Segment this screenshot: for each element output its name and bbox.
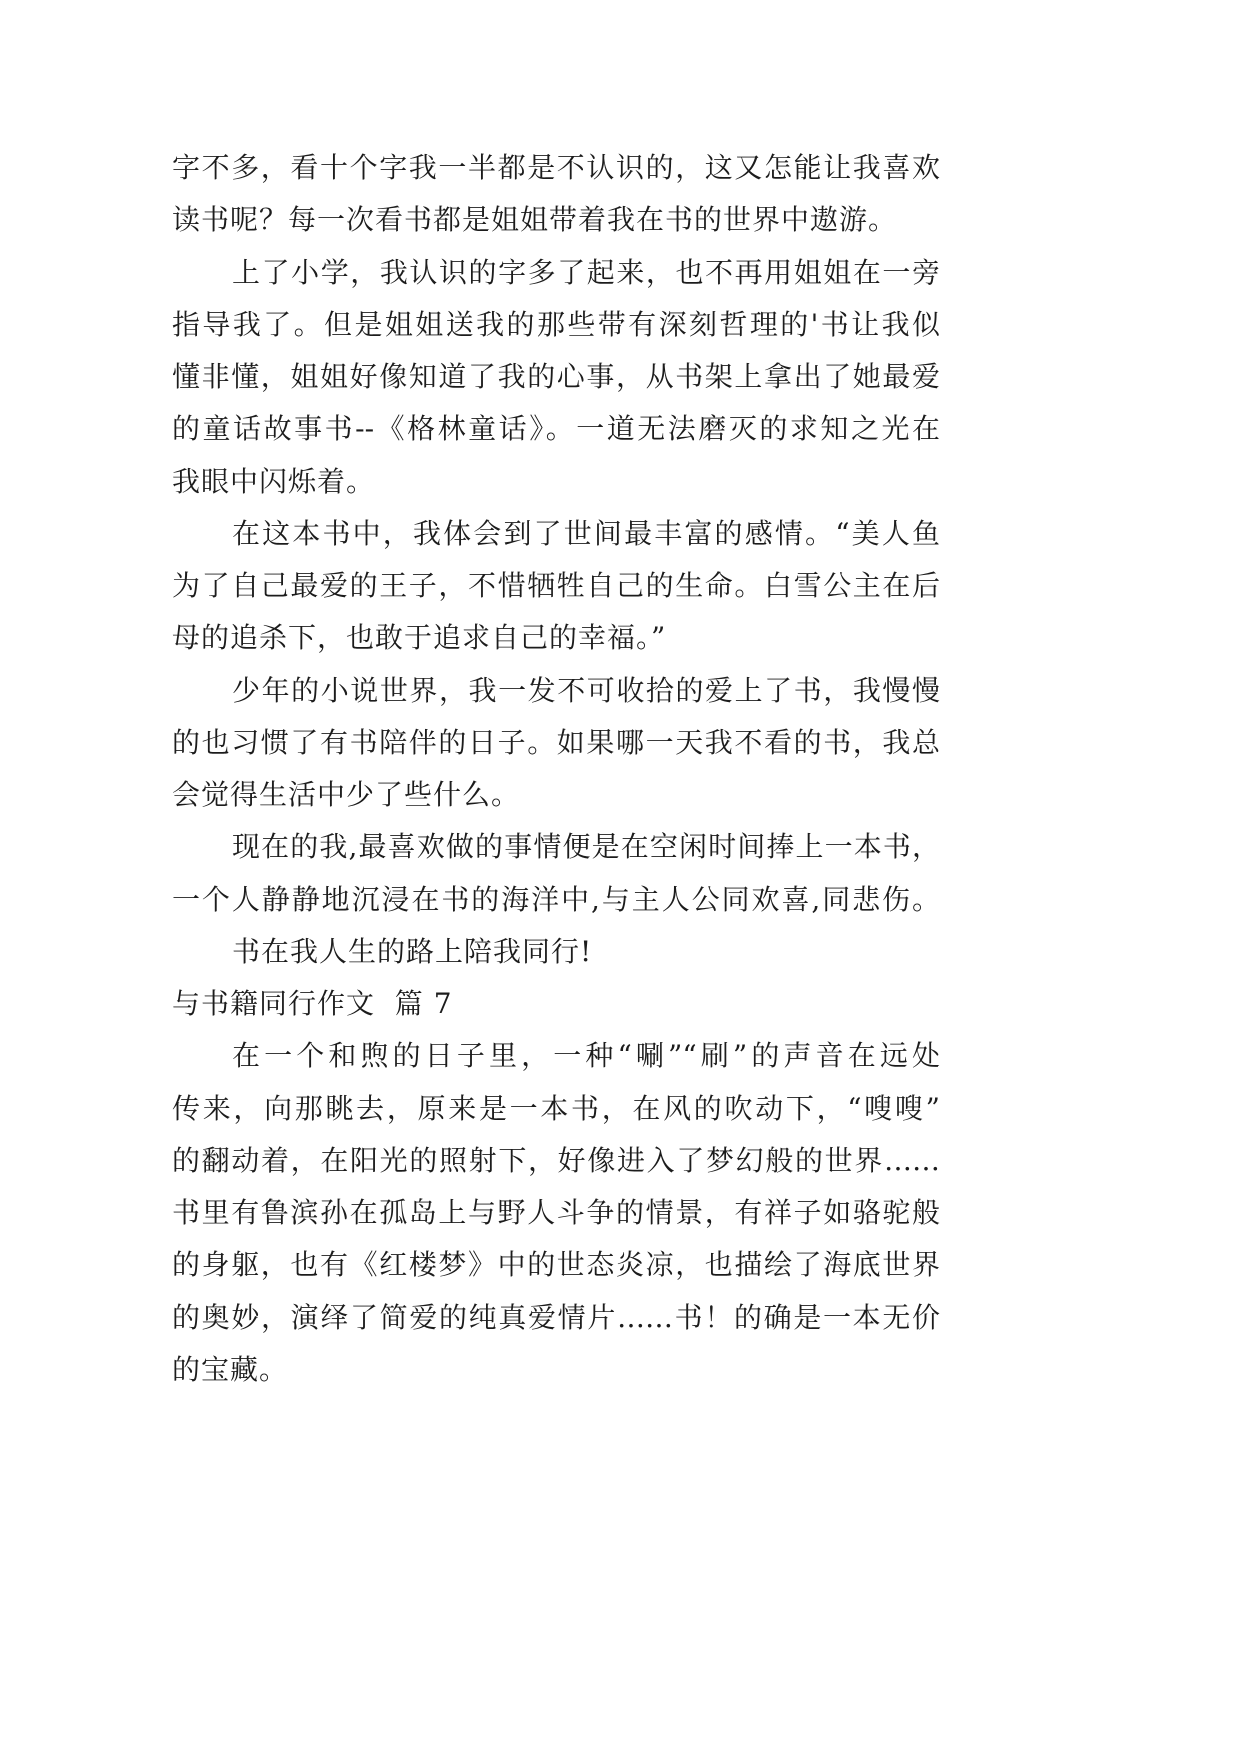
text-line: 会觉得生活中少了些什么。 <box>172 778 521 811</box>
text-line: 的童话故事书--《格林童话》。一道无法磨灭的求知之光在 <box>172 412 940 446</box>
text-line: 在一个和煦的日子里，一种“唰”“刷”的声音在远处 <box>232 1039 940 1073</box>
text-line: 现在的我,最喜欢做的事情便是在空闲时间捧上一本书， <box>232 830 940 864</box>
text-line: 懂非懂，姐姐好像知道了我的心事，从书架上拿出了她最爱 <box>172 360 940 393</box>
text-line: 一个人静静地沉浸在书的海洋中,与主人公同欢喜,同悲伤。 <box>172 882 940 916</box>
text-line: 的翻动着，在阳光的照射下，好像进入了梦幻般的世界…… <box>172 1143 940 1177</box>
document-page <box>172 142 940 1396</box>
text-line: 的身躯，也有《红楼梦》中的世态炎凉，也描绘了海底世界 <box>172 1248 940 1282</box>
text-line: 在这本书中，我体会到了世间最丰富的感情。“美人鱼 <box>232 516 940 550</box>
text-line: 的奥妙，演绎了简爱的纯真爱情片……书！的确是一本无价 <box>172 1300 940 1334</box>
text-line: 字不多，看十个字我一半都是不认识的，这又怎能让我喜欢 <box>172 151 940 184</box>
text-line: 传来，向那眺去，原来是一本书，在风的吹动下，“嗖嗖” <box>172 1091 940 1125</box>
essay-heading: 与书籍同行作文 篇 7 <box>172 987 453 1020</box>
text-line: 书里有鲁滨孙在孤岛上与野人斗争的情景，有祥子如骆驼般 <box>172 1196 940 1229</box>
text-line: 书在我人生的路上陪我同行! <box>232 934 593 968</box>
text-line: 读书呢？每一次看书都是姐姐带着我在书的世界中遨游。 <box>172 203 898 237</box>
text-line: 我眼中闪烁着。 <box>172 464 376 498</box>
text-line: 的也习惯了有书陪伴的日子。如果哪一天我不看的书，我总 <box>172 725 940 759</box>
text-line: 指导我了。但是姐姐送我的那些带有深刻哲理的'书让我似 <box>172 307 940 341</box>
text-line: 上了小学，我认识的字多了起来，也不再用姐姐在一旁 <box>232 255 940 289</box>
text-line: 的宝藏。 <box>172 1352 289 1386</box>
text-line: 为了自己最爱的王子，不惜牺牲自己的生命。白雪公主在后 <box>172 569 940 602</box>
text-line: 母的追杀下，也敢于追求自己的幸福。” <box>172 621 667 655</box>
text-line: 少年的小说世界，我一发不可收拾的爱上了书，我慢慢 <box>232 673 940 707</box>
